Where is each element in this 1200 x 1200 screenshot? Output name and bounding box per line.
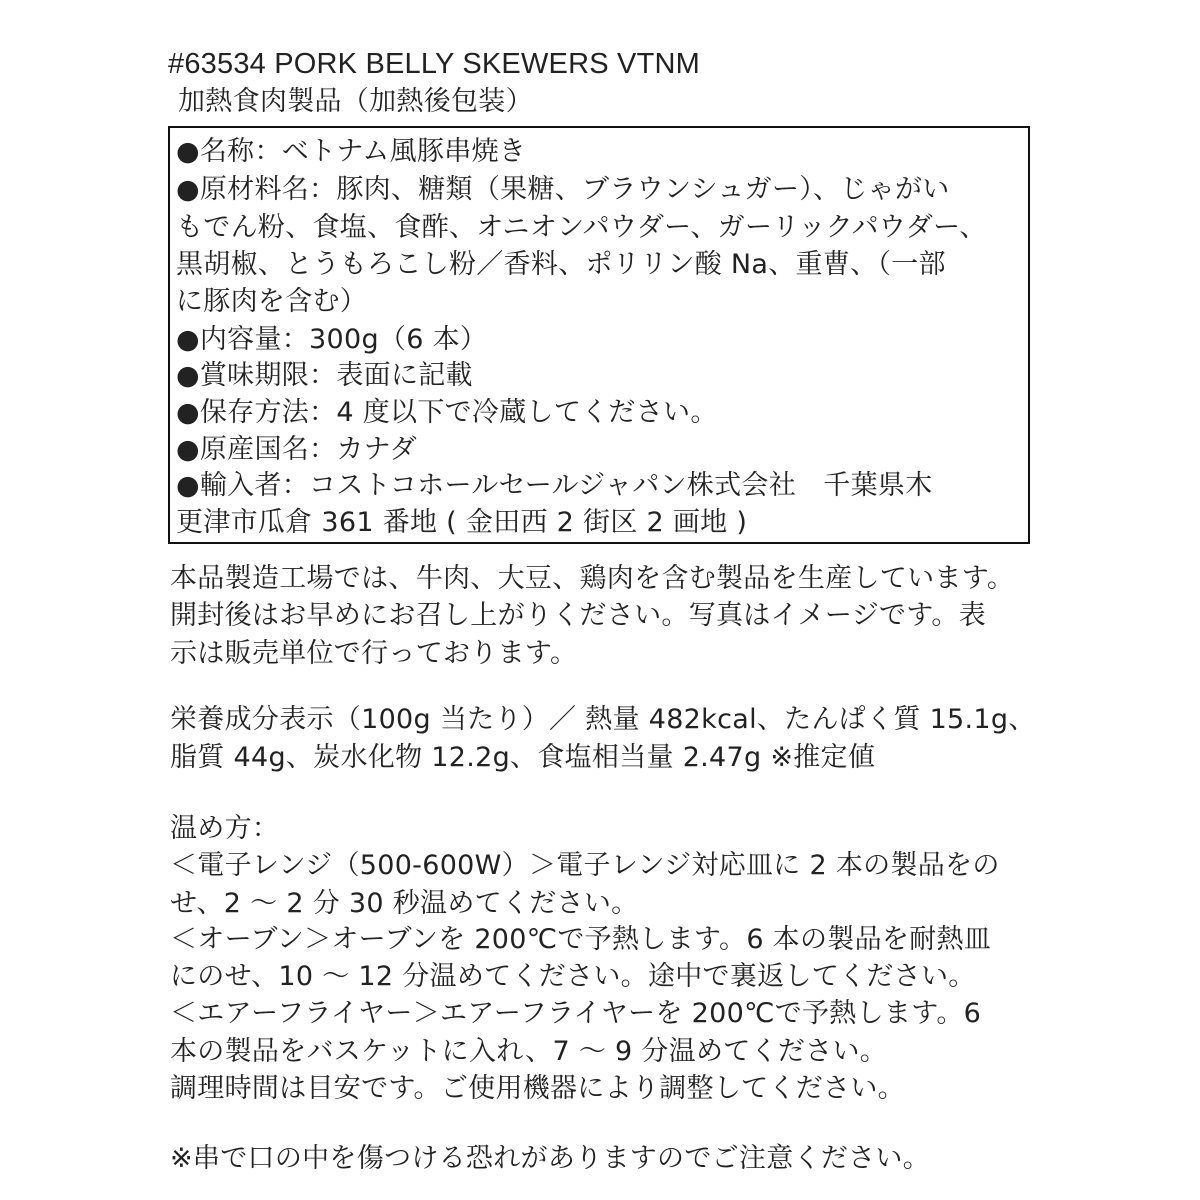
heating-line-7: 調理時間は目安です。ご使用機器により調整してください。 <box>170 1073 905 1104</box>
label-storage: ●保存方法：4 度以下で冷蔵してください。 <box>176 397 718 428</box>
label-content: ●内容量：300g（6 本） <box>176 324 488 355</box>
label-importer-line-2: 更津市瓜倉 361 番地 ( 金田西 2 街区 2 画地 ) <box>176 507 748 538</box>
label-best-before: ●賞味期限：表面に記載 <box>176 360 473 391</box>
product-code-line: #63534 PORK BELLY SKEWERS VTNM <box>168 48 700 80</box>
nutrition-line-2: 脂質 44g、炭水化物 12.2g、食塩相当量 2.47g ※推定値 <box>170 742 876 773</box>
label-ingredients-line-2: もでん粉、食塩、食酢、オニオンパウダー、ガーリックパウダー、 <box>176 212 987 243</box>
label-origin: ●原産国名：カナダ <box>176 434 417 465</box>
label-importer-line-1: ●輸入者：コストコホールセールジャパン株式会社 千葉県木 <box>176 470 933 501</box>
heating-line-2: せ、2 ～ 2 分 30 秒温めてください。 <box>170 888 639 919</box>
heating-line-1: ＜電子レンジ（500-600W）＞電子レンジ対応皿に 2 本の製品をの <box>170 850 1000 881</box>
label-ingredients-line-4: に豚肉を含む） <box>176 286 368 317</box>
notes-line-3: 示は販売単位で行っております。 <box>170 638 578 669</box>
heating-line-3: ＜オーブン＞オーブンを 200℃で予熱します。6 本の製品を耐熱皿 <box>170 924 992 955</box>
label-ingredients-line-1: ●原材料名：豚肉、糖類（果糖、ブラウンシュガー）、じゃがい <box>176 174 950 205</box>
notes-line-1: 本品製造工場では、牛肉、大豆、鶏肉を含む製品を生産しています。 <box>170 563 1015 594</box>
nutrition-line-1: 栄養成分表示（100g 当たり）／ 熱量 482kcal、たんぱく質 15.1g、 <box>170 704 1036 735</box>
warning-text: ※串で口の中を傷つける恐れがありますのでご注意ください。 <box>170 1143 931 1174</box>
product-type: 加熱食肉製品（加熱後包装） <box>178 86 533 117</box>
heating-line-5: ＜エアーフライヤー＞エアーフライヤーを 200℃で予熱します。6 <box>170 998 982 1029</box>
label-name: ●名称：ベトナム風豚串焼き <box>176 136 527 167</box>
notes-line-2: 開封後はお早めにお召し上がりください。写真はイメージです。表 <box>170 600 987 631</box>
heating-line-4: にのせ、10 ～ 12 分温めてください。途中で裏返してください。 <box>170 961 976 992</box>
label-ingredients-line-3: 黒胡椒、とうもろこし粉／香料、ポリリン酸 Na、重曹、（一部 <box>176 249 946 280</box>
heating-title: 温め方： <box>170 813 280 844</box>
heating-line-6: 本の製品をバスケットに入れ、7 ～ 9 分温めてください。 <box>170 1036 888 1067</box>
